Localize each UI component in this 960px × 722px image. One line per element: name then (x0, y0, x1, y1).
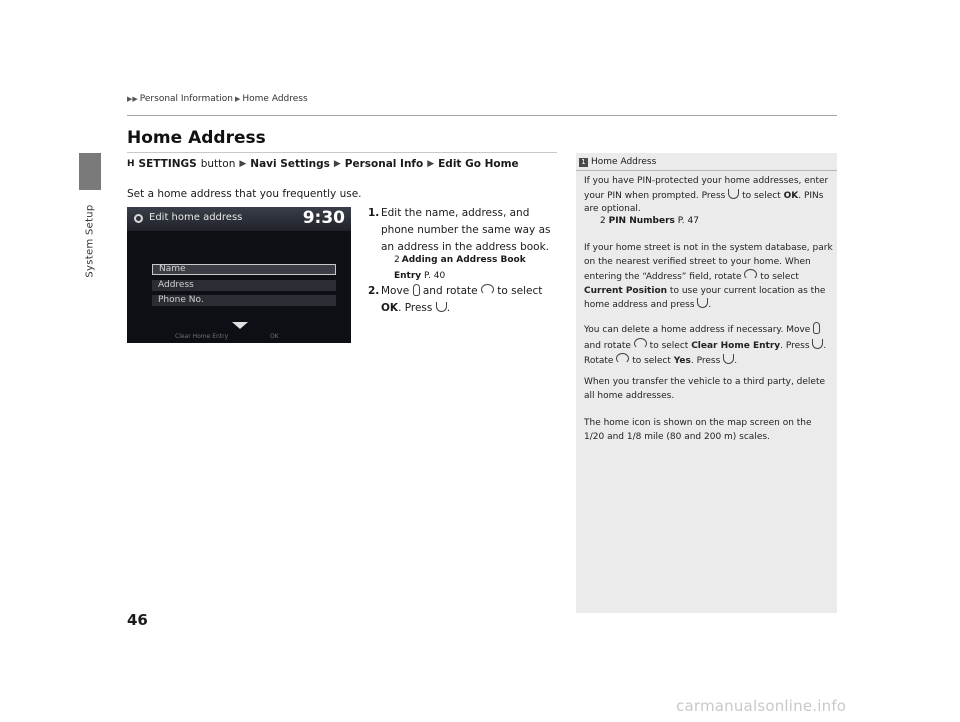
path-settings: SETTINGS (138, 158, 197, 170)
screen-row-phone[interactable]: Phone No. (152, 295, 336, 306)
interface-dial-press-icon (697, 298, 708, 308)
interface-dial-rotate-icon (634, 338, 647, 349)
reference-arrow-icon: 2 (394, 255, 400, 265)
home-button-icon: H (127, 159, 135, 169)
interface-dial-rotate-icon (616, 353, 629, 364)
step-1-reference[interactable]: 2 Adding an Address Book Entry P. 40 (394, 255, 526, 281)
section-tab (79, 153, 101, 190)
interface-dial-press-icon (812, 339, 823, 349)
path-personal-info: Personal Info (344, 158, 424, 170)
side-note-header: 1 Home Address (576, 157, 656, 167)
side-note-pin: If you have PIN-protected your home addresses, enter your PIN when prompted. Press to select OK. PINs are optional. (584, 176, 829, 214)
breadcrumb (127, 94, 308, 104)
pin-numbers-reference[interactable]: 2 PIN Numbers P. 47 (600, 216, 699, 226)
step-2-text: Move and rotate to select OK. Press . (381, 285, 543, 314)
step-2-number: 2. (368, 285, 380, 297)
path-arrow-icon: ▶ (239, 159, 247, 169)
interface-dial-press-icon (436, 302, 447, 312)
note-number-icon: 1 (579, 158, 588, 167)
path-button-word: button (200, 158, 236, 170)
side-note-delete: You can delete a home address if necessary. Move and rotate to select Clear Home Entry. Press . Rotate to select Yes. Press . (584, 322, 834, 369)
title-divider (127, 152, 557, 153)
side-note-street: If your home street is not in the system database, park on the nearest verified street to your home. When entering the “Address” field, rotate to select Current Position to use your current location as the home address and press . (584, 243, 833, 310)
path-navi-settings: Navi Settings (250, 158, 330, 170)
interface-dial-press-icon (723, 354, 734, 364)
menu-path (127, 158, 519, 170)
interface-dial-rotate-icon (744, 269, 757, 280)
page-number: 46 (127, 611, 148, 629)
breadcrumb-item-personal-information[interactable]: Personal Information (139, 94, 233, 104)
interface-dial-press-icon (728, 189, 739, 199)
side-note-home-icon: The home icon is shown on the map screen on the 1/20 and 1/8 mile (80 and 200 m) scales. (584, 418, 812, 442)
breadcrumb-arrows-icon: ▶▶ (127, 95, 138, 103)
nav-screen-image (127, 207, 351, 343)
side-note-panel (576, 153, 837, 613)
screen-clock: 9:30 (302, 208, 345, 228)
side-note-divider (576, 170, 837, 171)
settings-gear-icon (134, 214, 143, 223)
interface-dial-move-icon (413, 284, 420, 296)
header-divider (127, 115, 837, 116)
screen-row-address[interactable]: Address (152, 280, 336, 291)
intro-text: Set a home address that you frequently use. (127, 188, 362, 200)
side-note-transfer: When you transfer the vehicle to a third party, delete all home addresses. (584, 377, 826, 401)
section-label: System Setup (84, 204, 96, 278)
interface-dial-move-icon (813, 322, 820, 334)
screen-clear-home-entry[interactable]: Clear Home Entry (175, 333, 229, 340)
step-1-number: 1. (368, 207, 380, 219)
interface-dial-rotate-icon (481, 284, 494, 295)
screen-bottom-bar (127, 331, 351, 343)
breadcrumb-item-home-address[interactable]: Home Address (242, 94, 308, 104)
watermark: carmanualsonline.info (676, 697, 847, 715)
breadcrumb-separator-icon: ▶ (235, 95, 241, 103)
screen-title: Edit home address (149, 212, 243, 223)
page-title: Home Address (127, 128, 266, 148)
screen-row-name[interactable]: Name (152, 264, 336, 275)
step-1-text: Edit the name, address, and phone number the same way as an address in the address book. (381, 207, 551, 253)
path-edit-go-home: Edit Go Home (438, 158, 519, 170)
screen-ok[interactable]: OK (270, 333, 279, 340)
path-arrow-icon: ▶ (427, 159, 435, 169)
scroll-down-arrow-icon[interactable] (232, 322, 248, 329)
path-arrow-icon: ▶ (333, 159, 341, 169)
